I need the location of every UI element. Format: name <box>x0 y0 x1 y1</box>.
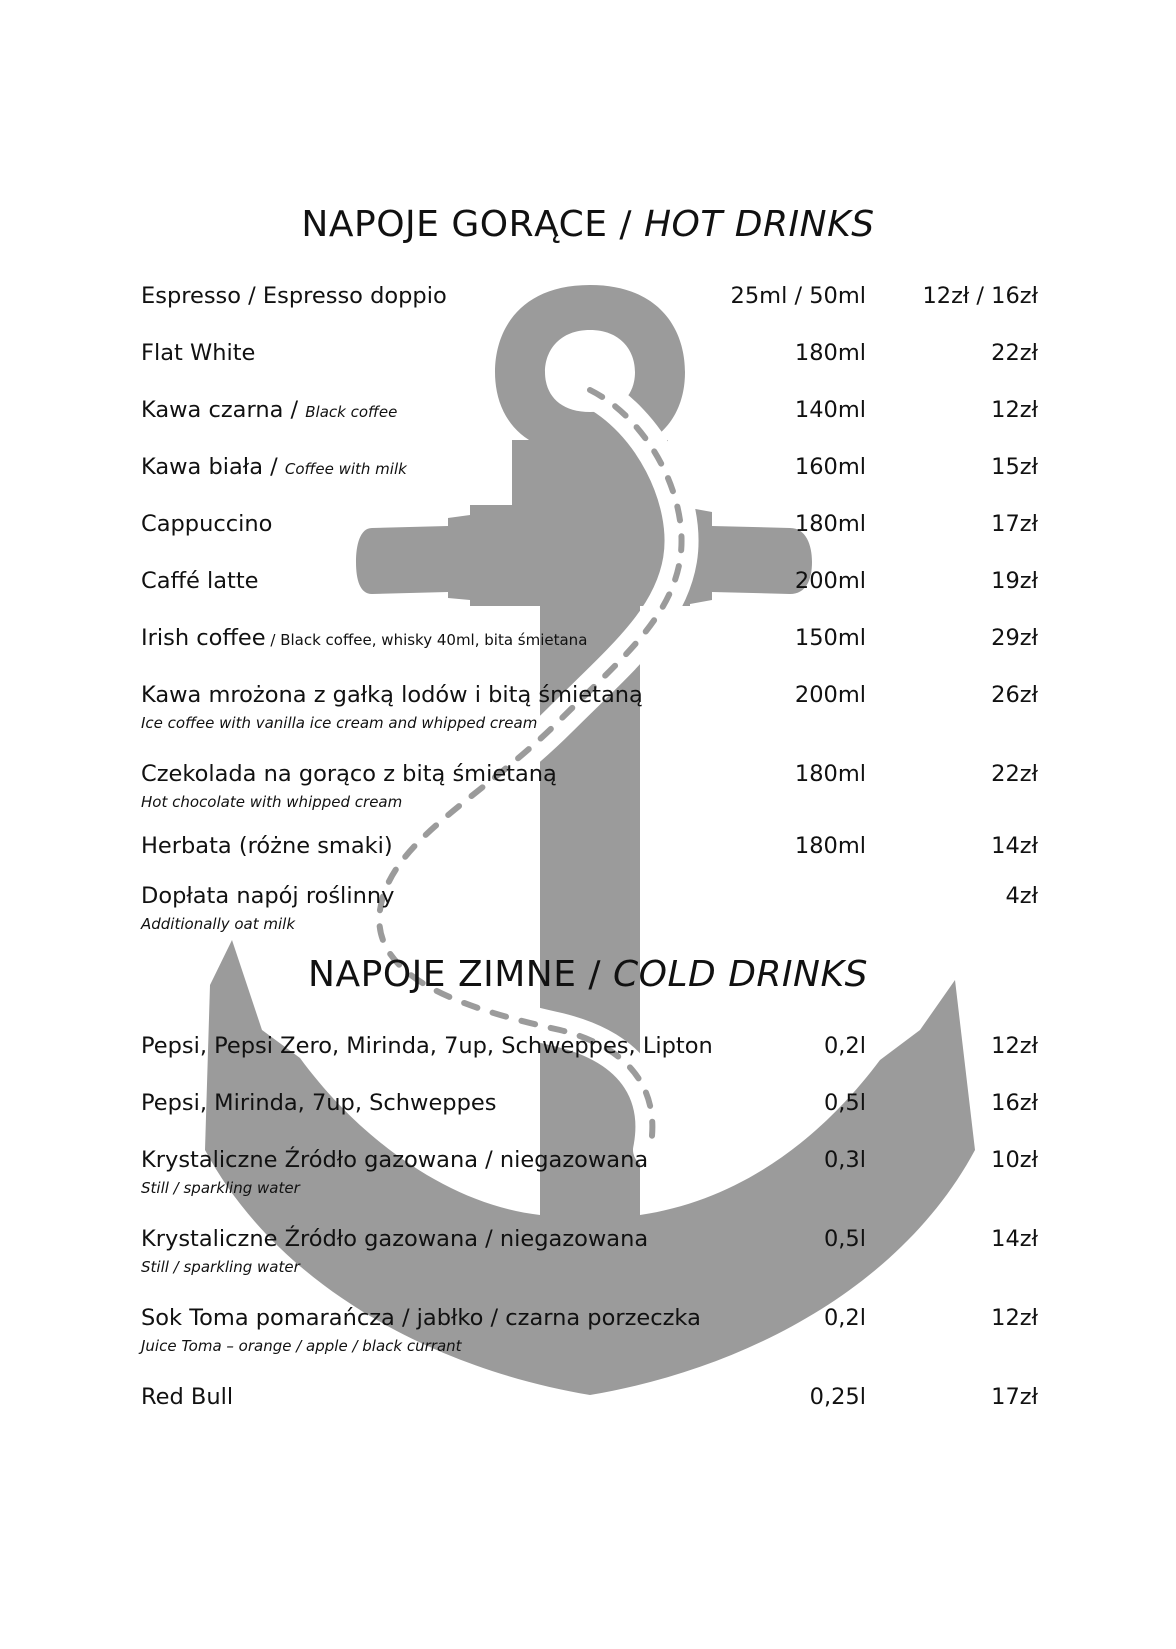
item-volume: 200ml <box>794 568 866 594</box>
item-name: Czekolada na gorąco z bitą śmietaną <box>141 761 557 787</box>
item-name-wrap <box>141 454 407 480</box>
item-subtitle: Hot chocolate with whipped cream <box>141 793 403 811</box>
item-note: Black coffee <box>305 403 398 421</box>
item-name: Dopłata napój roślinny <box>141 883 395 909</box>
item-price: 14zł <box>991 833 1038 859</box>
menu-item-soft-drinks-large <box>0 1090 1176 1150</box>
menu-item-water-small <box>0 1147 1176 1207</box>
item-price: 12zł <box>991 397 1038 423</box>
item-volume: 0,2l <box>823 1033 866 1059</box>
item-name: Krystaliczne Źródło gazowana / niegazowana <box>141 1147 649 1173</box>
item-subtitle: Still / sparkling water <box>141 1179 300 1197</box>
item-name: Krystaliczne Źródło gazowana / niegazowana <box>141 1226 649 1252</box>
menu-item-espresso <box>0 283 1176 343</box>
item-name: Cappuccino <box>141 511 273 537</box>
cold-title-pl: NAPOJE ZIMNE / <box>308 954 613 995</box>
item-price: 17zł <box>991 511 1038 537</box>
item-subtitle: Juice Toma – orange / apple / black currant <box>141 1337 462 1355</box>
menu-item-flat-white <box>0 340 1176 400</box>
item-volume: 160ml <box>794 454 866 480</box>
hot-title-en: HOT DRINKS <box>643 204 875 245</box>
item-price: 14zł <box>991 1226 1038 1252</box>
item-price: 12zł <box>991 1033 1038 1059</box>
item-name: Pepsi, Mirinda, 7up, Schweppes <box>141 1090 497 1116</box>
item-volume: 0,25l <box>809 1384 866 1410</box>
item-volume: 180ml <box>794 833 866 859</box>
item-name: Flat White <box>141 340 256 366</box>
item-price: 16zł <box>991 1090 1038 1116</box>
item-price: 29zł <box>991 625 1038 651</box>
item-name: Irish coffee <box>141 625 266 651</box>
menu-item-water-large <box>0 1226 1176 1286</box>
item-name: Kawa biała / <box>141 454 285 480</box>
menu-item-black-coffee <box>0 397 1176 457</box>
item-price: 12zł / 16zł <box>922 283 1038 309</box>
item-volume: 0,2l <box>823 1305 866 1331</box>
menu-item-soft-drinks-small <box>0 1033 1176 1093</box>
menu-item-white-coffee <box>0 454 1176 514</box>
menu-item-hot-chocolate <box>0 761 1176 821</box>
item-name: Red Bull <box>141 1384 234 1410</box>
item-volume: 25ml / 50ml <box>730 283 866 309</box>
item-volume: 0,5l <box>823 1226 866 1252</box>
item-name: Caffé latte <box>141 568 259 594</box>
item-price: 19zł <box>991 568 1038 594</box>
item-price: 26zł <box>991 682 1038 708</box>
item-name: Kawa czarna / <box>141 397 306 423</box>
menu-item-juice <box>0 1305 1176 1365</box>
item-subtitle: Ice coffee with vanilla ice cream and whipped cream <box>141 714 538 732</box>
item-subtitle: Additionally oat milk <box>141 915 296 933</box>
item-name: Kawa mrożona z gałką lodów i bitą śmietaną <box>141 682 643 708</box>
item-name: Espresso / Espresso doppio <box>141 283 447 309</box>
menu-item-cappuccino <box>0 511 1176 571</box>
item-price: 17zł <box>991 1384 1038 1410</box>
item-name-wrap <box>141 625 587 651</box>
hot-drinks-title <box>0 204 1176 245</box>
item-price: 15zł <box>991 454 1038 480</box>
item-price: 4zł <box>1005 883 1038 909</box>
item-price: 22zł <box>991 340 1038 366</box>
item-note: / Black coffee, whisky 40ml, bita śmietana <box>265 631 588 649</box>
menu-item-red-bull <box>0 1384 1176 1444</box>
item-price: 22zł <box>991 761 1038 787</box>
cold-drinks-title <box>0 954 1176 995</box>
item-volume: 180ml <box>794 340 866 366</box>
item-subtitle: Still / sparkling water <box>141 1258 300 1276</box>
menu-item-irish-coffee <box>0 625 1176 685</box>
menu-item-iced-coffee <box>0 682 1176 742</box>
item-price: 10zł <box>991 1147 1038 1173</box>
item-volume: 200ml <box>794 682 866 708</box>
item-volume: 180ml <box>794 761 866 787</box>
item-price: 12zł <box>991 1305 1038 1331</box>
item-name: Herbata (różne smaki) <box>141 833 393 859</box>
item-volume: 140ml <box>794 397 866 423</box>
item-volume: 150ml <box>794 625 866 651</box>
menu-item-plant-milk <box>0 883 1176 943</box>
item-name: Sok Toma pomarańcza / jabłko / czarna porzeczka <box>141 1305 701 1331</box>
item-volume: 0,5l <box>823 1090 866 1116</box>
cold-title-en: COLD DRINKS <box>613 954 868 995</box>
item-name-wrap <box>141 397 397 423</box>
menu-item-caffe-latte <box>0 568 1176 628</box>
item-note: Coffee with milk <box>284 460 407 478</box>
item-volume: 180ml <box>794 511 866 537</box>
hot-title-pl: NAPOJE GORĄCE / <box>301 204 644 245</box>
item-name: Pepsi, Pepsi Zero, Mirinda, 7up, Schweppes, Lipton <box>141 1033 713 1059</box>
item-volume: 0,3l <box>823 1147 866 1173</box>
